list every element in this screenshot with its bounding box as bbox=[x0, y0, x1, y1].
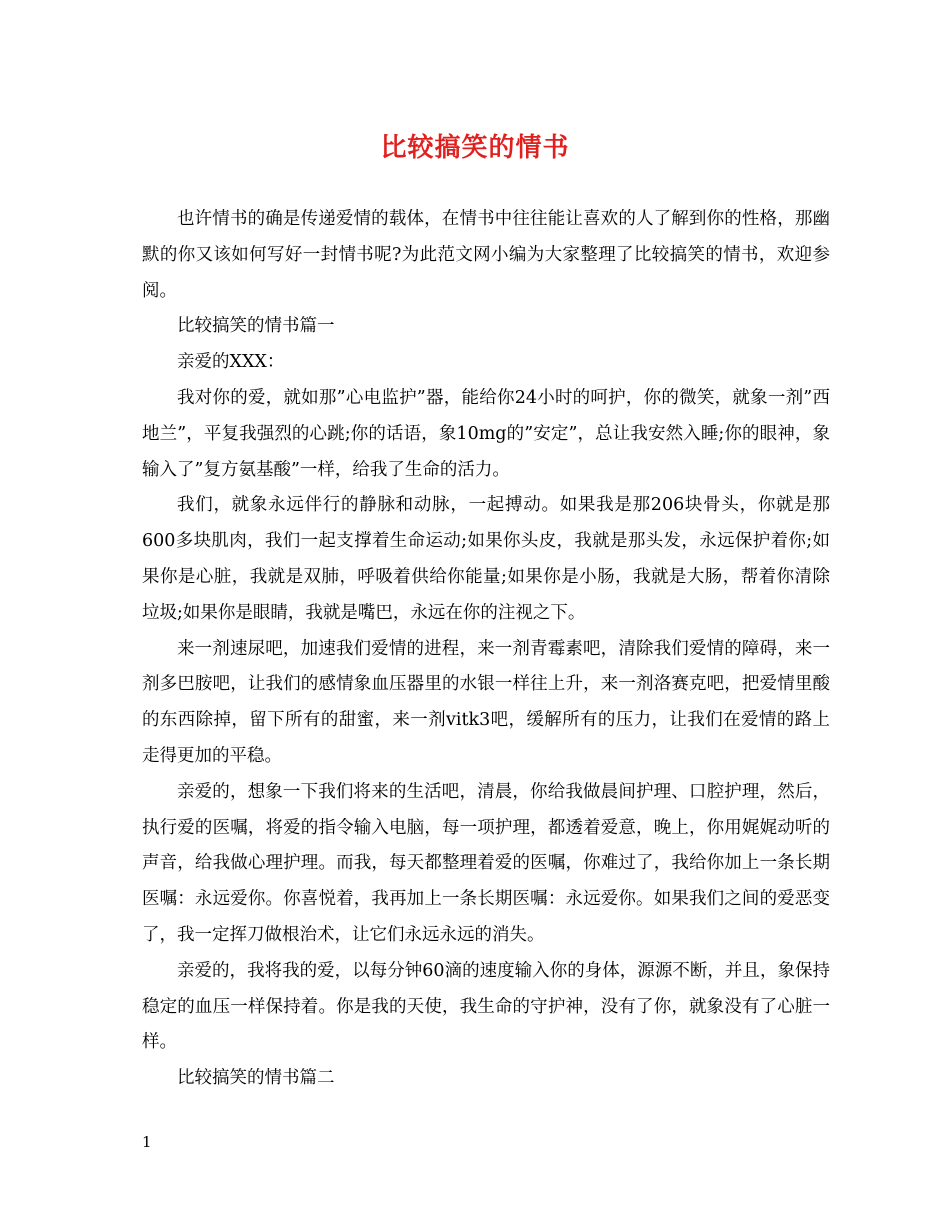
body-paragraph: 我们，就象永远伴行的静脉和动脉，一起搏动。如果我是那206块骨头，你就是那600多块肌肉，我们一起支撑着生命运动;如果你头皮，我就是那头发，永远保护着你;如果你是心脏，我就是双肺，呼吸着供给你能量;如果你是小肠，我就是大肠，帮着你清除垃圾;如果你是眼睛，我就是嘴巴，永远在你的注视之下。 bbox=[142, 495, 830, 623]
document-title: 比较搞笑的情书 bbox=[380, 133, 570, 163]
body-paragraph: 我对你的爱，就如那”心电监护”器，能给你24小时的呵护，你的微笑，就象一剂”西地兰”，平复我强烈的心跳;你的话语，象10mg的”安定”，总让我安然入睡;你的眼神，象输入了”复方氨基酸”一样，给我了生命的活力。 bbox=[142, 387, 830, 480]
body-paragraph: 亲爱的，我将我的爱，以每分钟60滴的速度输入你的身体，源源不断，并且，象保持稳定的血压一样保持着。你是我的天使，我生命的守护神，没有了你，就象没有了心脏一样。 bbox=[142, 960, 830, 1053]
page-number: 1 bbox=[142, 1133, 152, 1151]
document-body bbox=[142, 202, 830, 1097]
body-paragraph: 亲爱的，想象一下我们将来的生活吧，清晨，你给我做晨间护理、口腔护理，然后，执行爱的医嘱，将爱的指令输入电脑，每一项护理，都透着爱意，晚上，你用娓娓动听的声音，给我做心理护理。而我，每天都整理着爱的医嘱，你难过了，我给你加上一条长期医嘱：永远爱你。你喜悦着，我再加上一条长期医嘱：永远爱你。如果我们之间的爱恶变了，我一定挥刀做根治术，让它们永远永远的消失。 bbox=[142, 781, 830, 945]
body-paragraph: 来一剂速尿吧，加速我们爱情的进程，来一剂青霉素吧，清除我们爱情的障碍，来一剂多巴胺吧，让我们的感情象血压器里的水银一样往上升，来一剂洛赛克吧，把爱情里酸的东西除掉，留下所有的甜蜜，来一剂vitk3吧，缓解所有的压力，让我们在爱情的路上走得更加的平稳。 bbox=[142, 638, 830, 766]
section-heading-two: 比较搞笑的情书篇二 bbox=[177, 1068, 335, 1089]
intro-paragraph: 也许情书的确是传递爱情的载体，在情书中往往能让喜欢的人了解到你的性格，那幽默的你又该如何写好一封情书呢?为此范文网小编为大家整理了比较搞笑的情书，欢迎参阅。 bbox=[142, 209, 830, 301]
salutation: 亲爱的XXX： bbox=[177, 352, 285, 373]
section-heading-one: 比较搞笑的情书篇一 bbox=[177, 316, 335, 337]
